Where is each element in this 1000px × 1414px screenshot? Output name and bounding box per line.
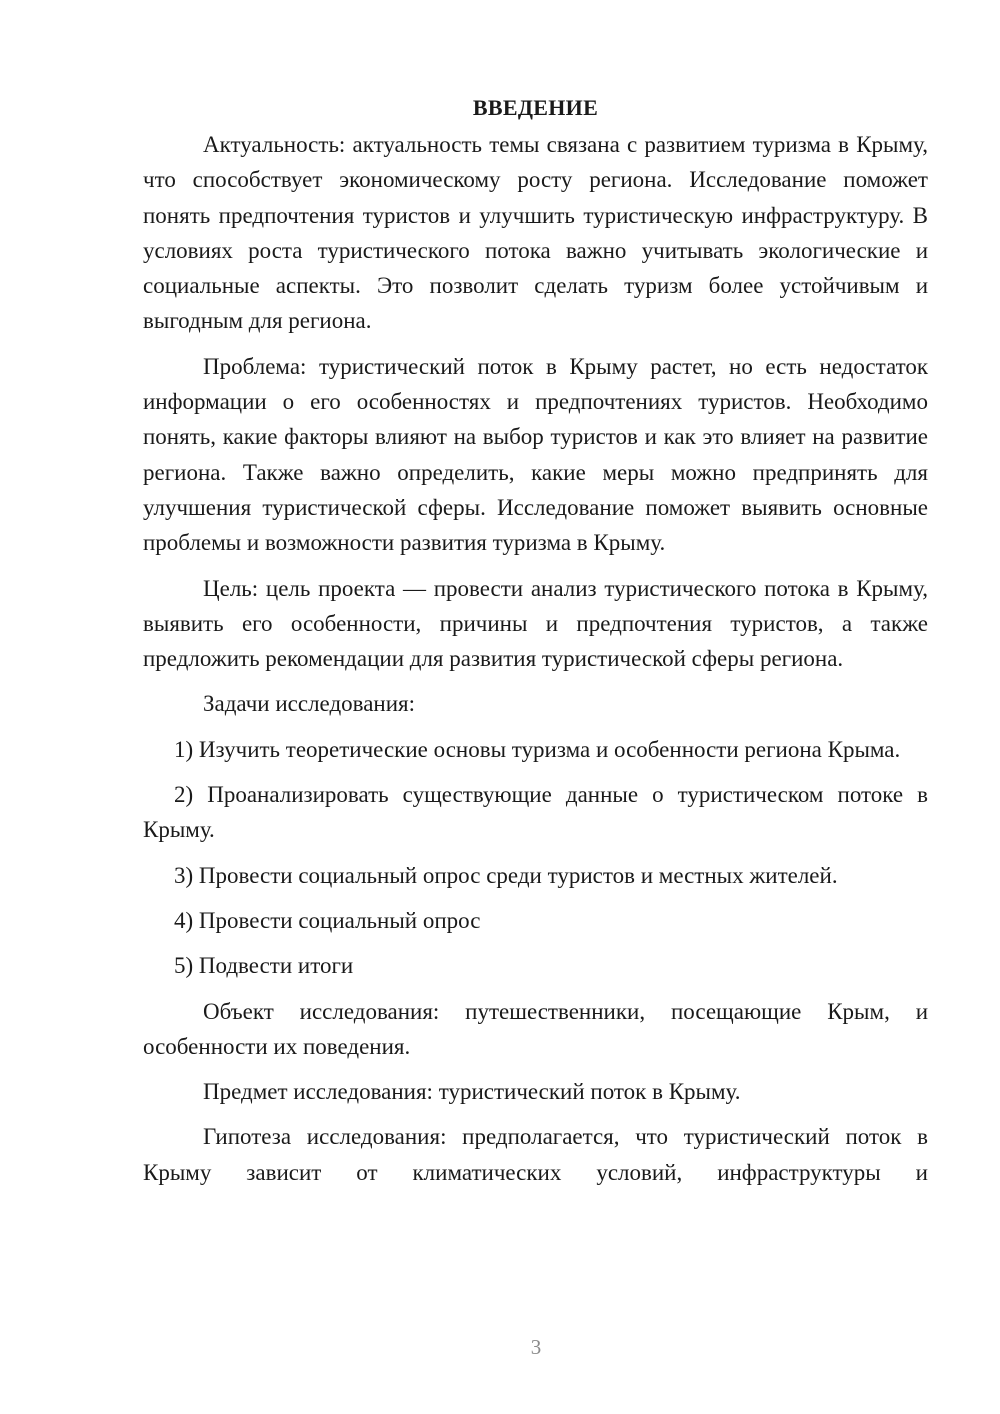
page-content [143,90,928,1200]
paragraph-problem: Проблема: туристический поток в Крыму растет, но есть недостаток информации о его особенностях и предпочтениях туристов. Необходимо понять, какие факторы влияют на выбор туристов и как это влияет на развитие региона. Также важно определить, какие меры можно предпринять для улучшения туристической сферы. Исследование поможет выявить основные проблемы и возможности развития туризма в Крыму. [143,353,928,556]
task-item-1: 1) Изучить теоретические основы туризма и особенности региона Крыма. [174,736,901,762]
paragraph-hypothesis: Гипотеза исследования: предполагается, что туристический поток в Крыму зависит от климатических условий, инфраструктуры и [143,1124,928,1185]
tasks-heading: Задачи исследования: [203,691,416,717]
paragraph-object: Объект исследования: путешественники, посещающие Крым, и особенности их поведения. [143,998,928,1059]
paragraph-subject: Предмет исследования: туристический поток в Крыму. [203,1079,741,1105]
paragraph-relevance: Актуальность: актуальность темы связана с развитием туризма в Крыму, что способствует экономическому росту региона. Исследование поможет понять предпочтения туристов и улучшить туристическую инфраструктуру. В условиях роста туристического потока важно учитывать экологические и социальные аспекты. Это позволит сделать туризм более устойчивым и выгодным для региона. [143,132,928,334]
page-number: 3 [530,1335,542,1359]
task-item-3: 3) Провести социальный опрос среди туристов и местных жителей. [174,862,838,888]
page-title: ВВЕДЕНИЕ [472,95,599,120]
task-item-2: 2) Проанализировать существующие данные о туристическом потоке в Крыму. [143,782,928,843]
task-item-5: 5) Подвести итоги [174,953,354,979]
task-item-4: 4) Провести социальный опрос [174,907,481,933]
paragraph-goal: Цель: цель проекта — провести анализ туристического потока в Крыму, выявить его особенности, причины и предпочтения туристов, а также предложить рекомендации для развития туристической сферы региона. [143,575,928,672]
